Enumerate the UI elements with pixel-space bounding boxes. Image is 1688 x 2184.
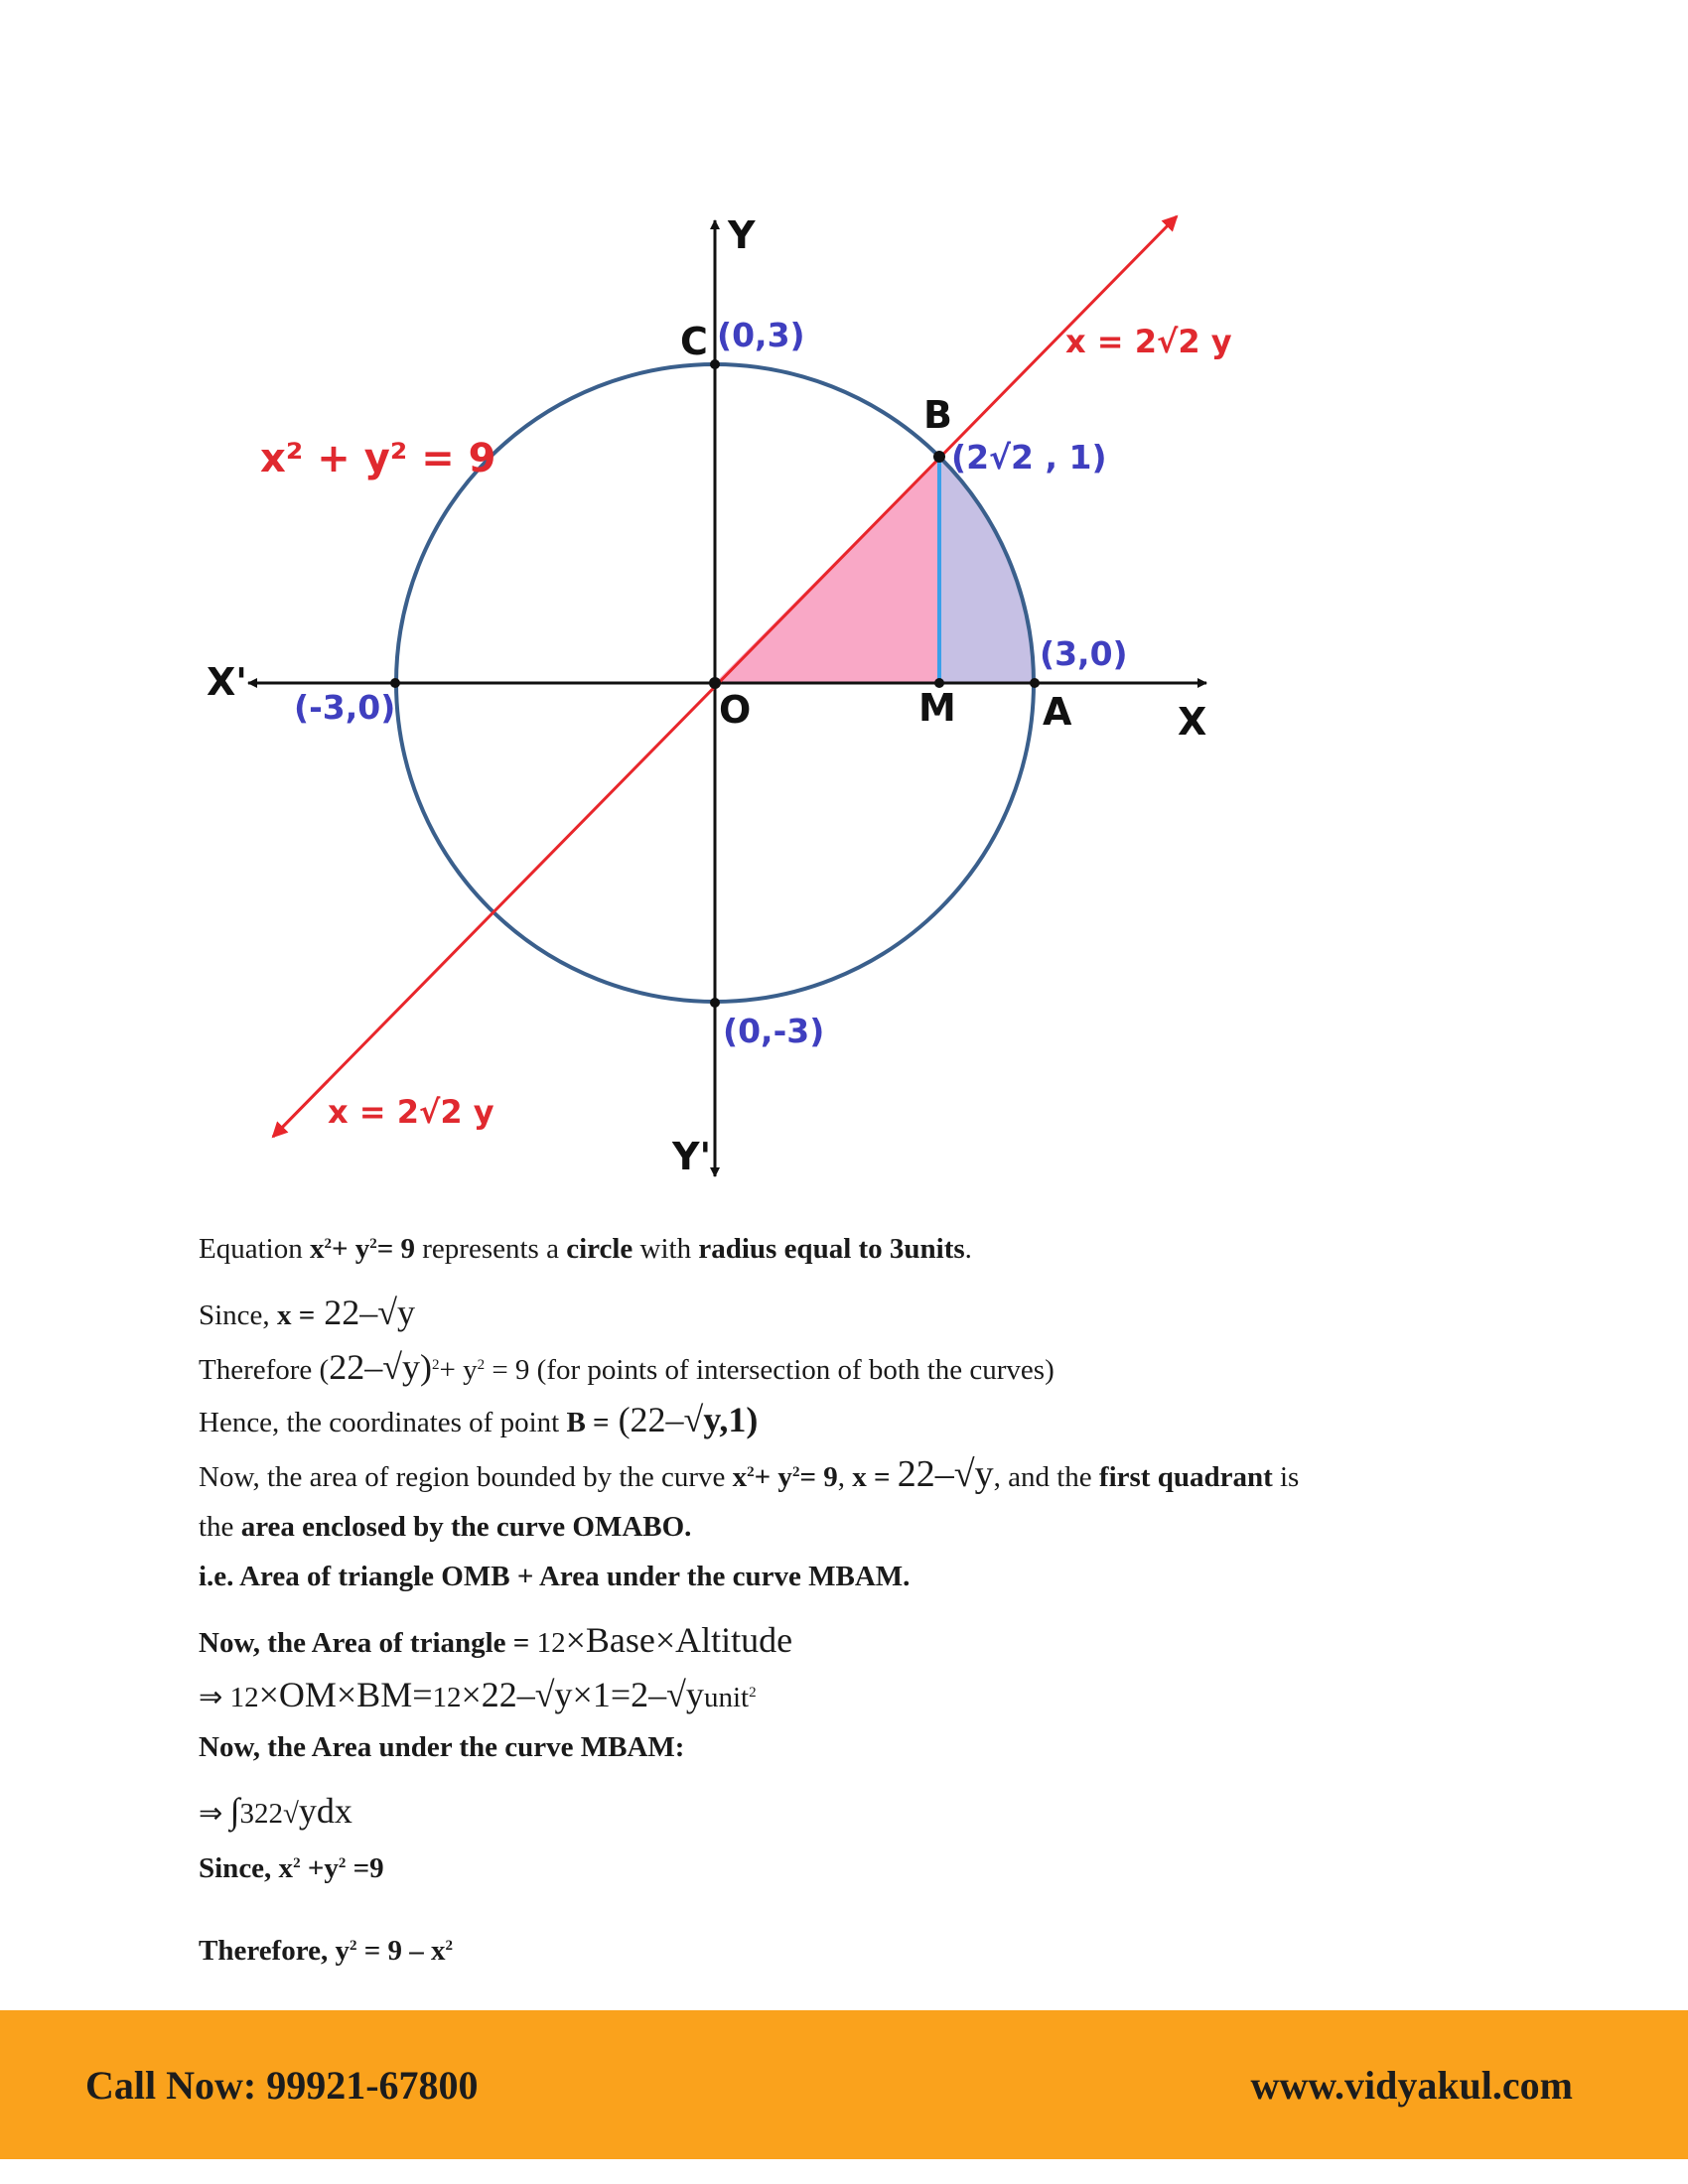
point-c bbox=[710, 359, 720, 369]
point-x-neg bbox=[390, 678, 400, 688]
point-m-label: M bbox=[918, 686, 956, 730]
footer-bar bbox=[0, 2010, 1688, 2159]
text-line-13: Therefore, $y^2 = 9 - x^2$ bbox=[199, 1935, 453, 1967]
text-line-11: ⇒ ∫322√ydx bbox=[199, 1791, 352, 1831]
coord-b: (2√2 , 1) bbox=[951, 438, 1107, 477]
point-a-label: A bbox=[1043, 690, 1072, 734]
text-line-2: Since, x = 22–√y bbox=[199, 1293, 415, 1332]
circle-equation-label: x² + y² = 9 bbox=[260, 436, 496, 481]
point-b bbox=[933, 451, 945, 463]
text-line-3: Therefore $(22-√y)^2+ y^2 = 9$ (for points of intersection of both the curves) bbox=[199, 1347, 1055, 1387]
line-equation-bottom-label: x = 2√2 y bbox=[328, 1093, 494, 1131]
text-line-5: Now, the area of region bounded by the curve $x^2+ y^2= 9$, x = 22–√y, and the first quadrant is bbox=[199, 1453, 1300, 1495]
coord-y-neg: (0,-3) bbox=[723, 1012, 825, 1050]
footer-website-link[interactable]: www.vidyakul.com bbox=[1250, 2063, 1573, 2108]
text-line-7: i.e. Area of triangle OMB + Area under the curve MBAM. bbox=[199, 1561, 911, 1592]
point-y-neg bbox=[710, 998, 720, 1008]
text-line-4: Hence, the coordinates of point B = (22–√y,1) bbox=[199, 1400, 759, 1439]
x-axis-label: X bbox=[1178, 700, 1207, 744]
segment-mbam-region bbox=[939, 457, 1033, 683]
x-neg-axis-label: X' bbox=[207, 660, 247, 704]
y-axis-label: Y bbox=[728, 213, 756, 257]
solution-text bbox=[199, 1219, 1519, 1976]
text-line-8: Now, the Area of triangle = 12×Base×Altitude bbox=[199, 1620, 793, 1660]
point-a bbox=[1030, 678, 1040, 688]
point-o-label: O bbox=[719, 688, 752, 732]
point-b-label: B bbox=[923, 393, 952, 437]
line-x-2root2-y bbox=[273, 216, 1177, 1137]
coord-c: (0,3) bbox=[717, 316, 805, 354]
text-line-1: Equation $x^2+ y^2= 9$ represents a circle with radius equal to 3units. bbox=[199, 1233, 972, 1265]
coord-a: (3,0) bbox=[1040, 634, 1128, 673]
text-line-9: ⇒ 12×OM×BM=12×22–√y×1=2–√yunit$^2$ bbox=[199, 1675, 757, 1714]
y-neg-axis-label: Y' bbox=[672, 1135, 712, 1178]
text-line-6: the area enclosed by the curve OMABO. bbox=[199, 1511, 692, 1543]
text-line-12: Since, $x^2 +y^2 =9$ bbox=[199, 1852, 384, 1884]
line-equation-top-label: x = 2√2 y bbox=[1065, 323, 1232, 360]
footer-call-now[interactable]: Call Now: 99921-67800 bbox=[85, 2063, 479, 2108]
text-line-10: Now, the Area under the curve MBAM: bbox=[199, 1731, 685, 1763]
point-c-label: C bbox=[680, 320, 708, 363]
coord-x-neg: (-3,0) bbox=[294, 688, 396, 727]
line-x-2root2-y-lower-arrow bbox=[273, 1081, 328, 1137]
